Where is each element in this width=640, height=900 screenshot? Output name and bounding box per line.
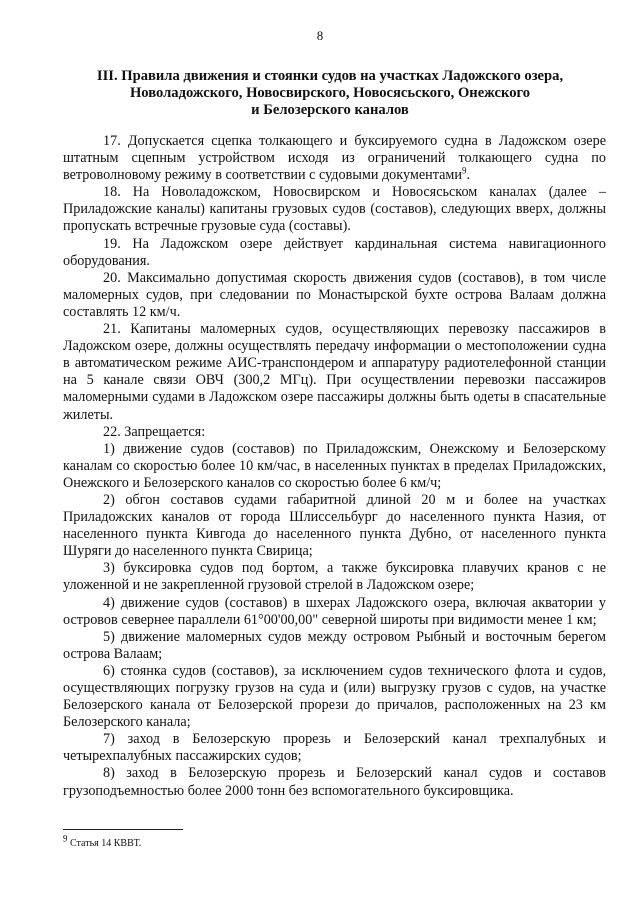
page-number: 8	[316, 28, 324, 43]
footnote-text: Статья 14 КВВТ.	[70, 838, 142, 849]
section-title-line: Новоладожского, Новосвирского, Новосясьского, Онежского	[129, 85, 531, 101]
list-item-6: 6) стоянка судов (составов), за исключением судов технического флота и судов, осуществляющих погрузку грузов на суда и (или) выгрузку грузов с судов, на участке Белозерского канала от Белозерской прорези до причалов, расположенных на 23 км Белозерского канала;	[63, 662, 606, 731]
list-item-1: 1) движение судов (составов) по Приладожским, Онежскому и Белозерскому каналам со скоростью более 10 км/час, в населенных пунктах в пределах Приладожских, Онежского и Белозерского каналов со скоростью более 6 км/ч;	[63, 440, 606, 491]
list-item-5: 5) движение маломерных судов между островом Рыбный и восточным берегом острова Валаам;	[63, 628, 606, 662]
paragraph-end-punctuation: .	[466, 167, 471, 184]
paragraph-21: 21. Капитаны маломерных судов, осуществляющих перевозку пассажиров в Ладожском озере, должны осуществлять передачу информации о местоположении судна в автоматическом режиме АИС-транспондером и аппаратуру радиотелефонной станции на 5 канале связи ОВЧ (300,2 МГц). При осуществлении перевозки пассажиров маломерными судами в Ладожском озере пассажиры должны быть одеты в спасательные жилеты.	[63, 321, 606, 423]
list-item-4: 4) движение судов (составов) в шхерах Ладожского озера, включая акватории у островов севернее параллели 61°00'00,00" северной широты при видимости менее 1 км;	[63, 594, 606, 628]
list-item-7: 7) заход в Белозерскую прорезь и Белозерский канал трехпалубных и четырехпалубных пассажирских судов;	[63, 731, 606, 765]
footnote-reference: 9	[462, 165, 467, 176]
list-item-3: 3) буксировка судов под бортом, а также буксировка плавучих кранов с не уложенной и не закрепленной грузовой стрелой в Ладожском озере;	[63, 560, 606, 594]
section-title-line: и Белозерского каналов	[251, 102, 409, 118]
list-item-2: 2) обгон составов судами габаритной длиной 20 м и более на участках Приладожских каналов от города Шлиссельбург до населенного пункта Назия, от населенного пункта Кивгода до населенного пункта Дубно, от населенного пункта Шуряги до населенного пункта Свирица;	[63, 491, 606, 560]
list-item-8: 8) заход в Белозерскую прорезь и Белозерский канал судов и составов грузоподъемностью более 2000 тонн без вспомогательного буксировщика.	[63, 765, 606, 799]
footnote-separator	[63, 829, 183, 830]
footnote-number: 9	[63, 833, 68, 844]
paragraph-19: 19. На Ладожском озере действует кардинальная система навигационного оборудования.	[63, 235, 606, 269]
paragraph-17	[63, 133, 606, 184]
paragraph-18: 18. На Новоладожском, Новосвирском и Новосясьском каналах (далее – Приладожские каналы) капитаны грузовых судов (составов), следующих вверх, должны пропускать встречные грузовые суда (составы).	[63, 184, 606, 235]
paragraph-22: 22. Запрещается:	[103, 423, 206, 440]
section-title	[70, 68, 590, 119]
paragraph-20: 20. Максимально допустимая скорость движения судов (составов), в том числе маломерных судов, при следовании по Монастырской бухте острова Валаам должна составлять 12 км/ч.	[63, 269, 606, 320]
body-text	[63, 133, 606, 800]
section-title-line: III. Правила движения и стоянки судов на участках Ладожского озера,	[96, 68, 564, 84]
footnote	[63, 833, 142, 849]
paragraph-text: 17. Допускается сцепка толкающего и буксируемого судна в Ладожском озере штатным сцепным устройством исходя из ограничений толкающего судна по ветроволновому режиму в соответствии с судовыми документами	[63, 133, 606, 184]
